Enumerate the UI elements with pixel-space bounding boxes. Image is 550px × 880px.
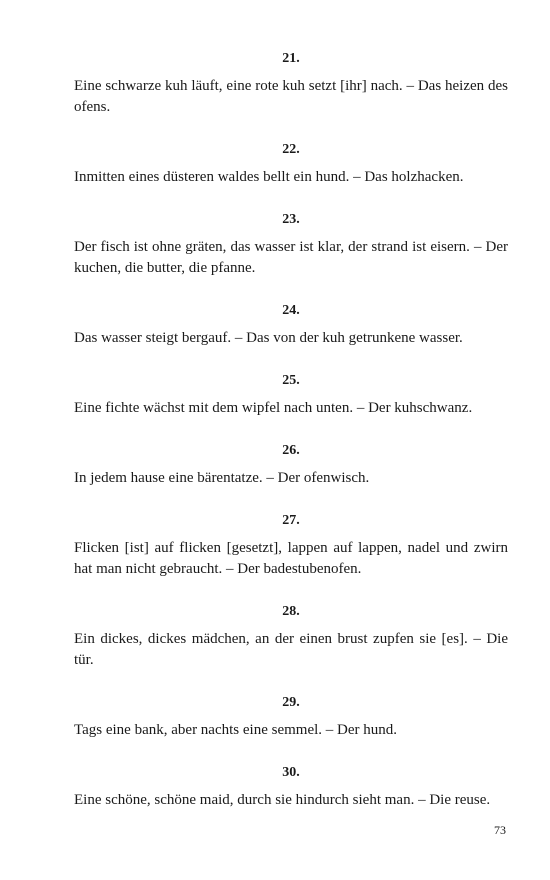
riddle-text: Ein dickes, dickes mädchen, an der einen brust zupfen sie [es]. – Die tür. <box>74 631 508 668</box>
riddle-entry <box>74 763 508 811</box>
riddle-entry <box>74 693 508 741</box>
riddle-text: In jedem hause eine bärentatze. – Der ofenwisch. <box>74 470 370 486</box>
riddle-text: Inmitten eines düsteren waldes bellt ein hund. – Das holzhacken. <box>74 169 464 185</box>
riddle-entry <box>74 301 508 349</box>
riddle-number: 27. <box>282 513 300 528</box>
riddle-text: Flicken [ist] auf flicken [gesetzt], lappen auf lappen, nadel und zwirn hat man nicht gebraucht. – Der badestubenofen. <box>74 540 508 577</box>
riddle-entry <box>74 371 508 419</box>
riddle-text: Eine schwarze kuh läuft, eine rote kuh setzt [ihr] nach. – Das heizen des ofens. <box>74 78 508 115</box>
page-number: 73 <box>494 823 506 837</box>
riddle-entry <box>74 511 508 580</box>
riddle-number: 28. <box>282 604 300 619</box>
riddle-number: 21. <box>282 51 300 66</box>
riddle-number: 30. <box>282 765 300 780</box>
riddle-text: Der fisch ist ohne gräten, das wasser ist klar, der strand ist eisern. – Der kuchen, die butter, die pfanne. <box>74 239 508 276</box>
riddle-entry <box>74 602 508 671</box>
riddle-text: Eine fichte wächst mit dem wipfel nach unten. – Der kuhschwanz. <box>74 400 473 416</box>
riddle-number: 23. <box>282 212 300 227</box>
riddle-text: Das wasser steigt bergauf. – Das von der kuh getrunkene wasser. <box>74 330 463 346</box>
riddle-number: 29. <box>282 695 300 710</box>
riddle-text: Eine schöne, schöne maid, durch sie hindurch sieht man. – Die reuse. <box>74 792 491 808</box>
riddle-entry <box>74 140 508 188</box>
riddle-number: 25. <box>282 373 300 388</box>
riddle-number: 26. <box>282 443 300 458</box>
riddle-number: 24. <box>282 303 300 318</box>
riddle-entry <box>74 49 508 118</box>
riddle-text: Tags eine bank, aber nachts eine semmel. – Der hund. <box>74 722 398 738</box>
riddle-entry <box>74 210 508 279</box>
riddle-entry <box>74 441 508 489</box>
riddle-list <box>74 49 508 811</box>
riddle-number: 22. <box>282 142 300 157</box>
